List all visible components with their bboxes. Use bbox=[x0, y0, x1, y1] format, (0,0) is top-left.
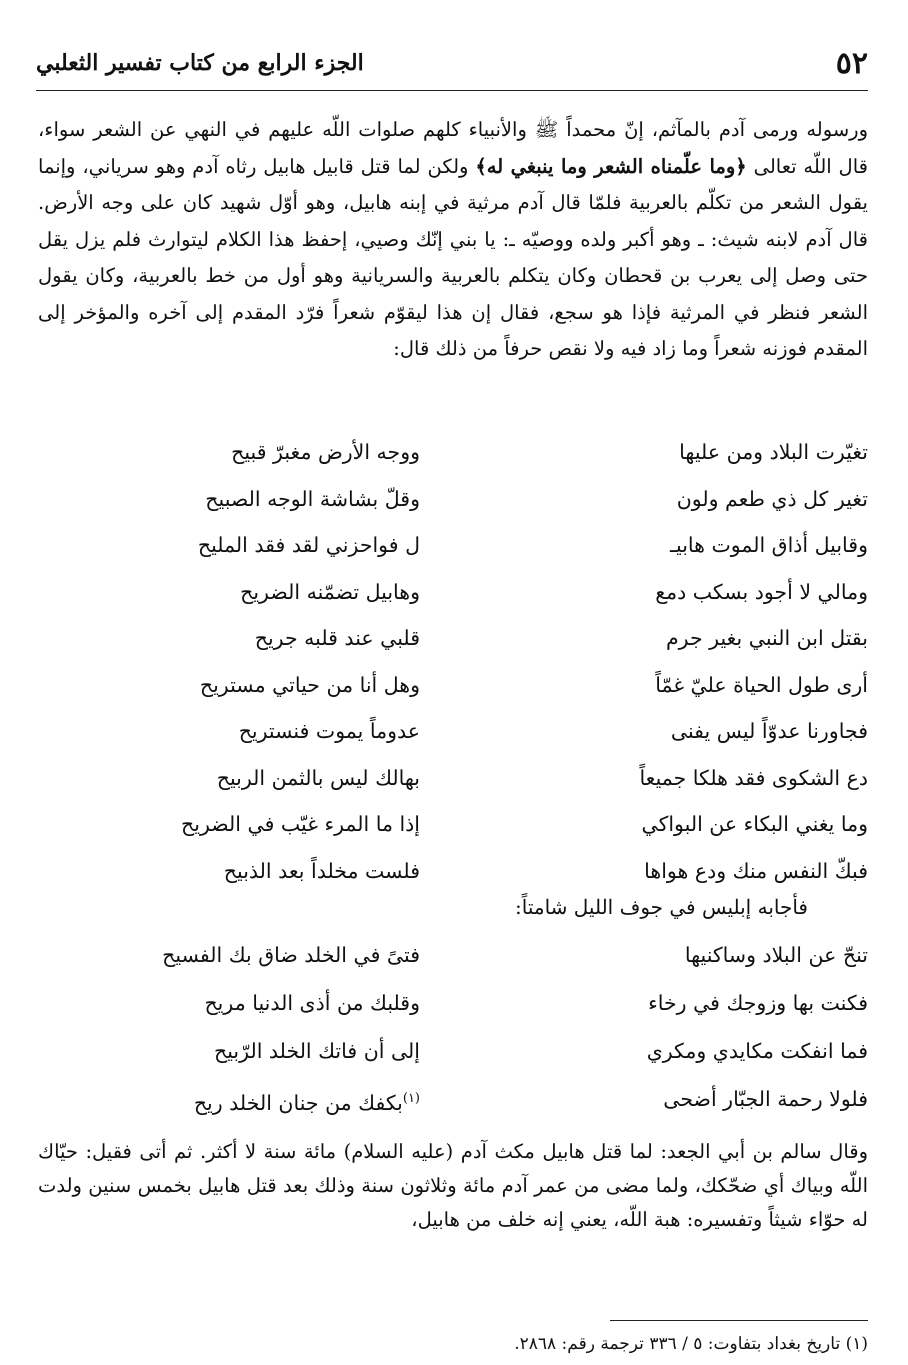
poem-verse bbox=[38, 988, 868, 1036]
second-hemistich: وهل أنا من حياتي مستريح bbox=[199, 672, 420, 697]
first-hemistich: بقتل ابن النبي بغير جرم bbox=[665, 626, 868, 650]
quran-quote: ﴿وما علّمناه الشعر وما ينبغي له﴾ bbox=[475, 154, 747, 178]
second-hemistich: إلى أن فاتك الخلد الرّبيح bbox=[214, 1039, 420, 1063]
second-hemistich: وقلّ بشاشة الوجه الصبيح bbox=[205, 486, 420, 511]
adam-elegy-poem bbox=[38, 437, 868, 902]
poem-verse bbox=[38, 577, 868, 624]
second-hemistich: قلبي عند قلبه جريح bbox=[254, 626, 420, 650]
running-title: الجزء الرابع من كتاب تفسير الثعلبي bbox=[36, 50, 364, 76]
second-hemistich: وقلبك من أذى الدنيا مريح bbox=[204, 991, 420, 1015]
poem-verse bbox=[38, 670, 868, 717]
first-hemistich: أرى طول الحياة عليّ غمّاً bbox=[655, 672, 868, 697]
second-hemistich: فتىً في الخلد ضاق بك الفسيح bbox=[162, 943, 420, 967]
intro-paragraph bbox=[38, 112, 868, 368]
poem-verse bbox=[38, 437, 868, 484]
page-number: ٥٢ bbox=[835, 46, 868, 81]
poem-verse bbox=[38, 1036, 868, 1084]
first-hemistich: تغيّرت البلاد ومن عليها bbox=[679, 440, 868, 464]
footnote-marker: (١) bbox=[402, 1091, 420, 1106]
second-hemistich: إذا ما المرء غيّب في الضريح bbox=[181, 812, 420, 836]
poem-verse bbox=[38, 716, 868, 763]
poem-verse bbox=[38, 484, 868, 531]
first-hemistich: فكنت بها وزوجك في رخاء bbox=[648, 991, 868, 1015]
iblis-reply-poem bbox=[38, 940, 868, 1132]
poem-verse bbox=[38, 1084, 868, 1132]
intro-text-end: ولكن لما قتل قابيل هابيل رثاه آدم وهو سرياني، وإنما يقول الشعر من تكلّم بالعربية فلمّا قال آدم مرثية في إبنه هابيل، وهو أوّل شهيد كان على وجه الأرض. قال آدم لابنه شيث: ـ وهو أكبر ولده ووصيّه ـ: يا بني إنّك وصيي، إحفظ هذا الكلام ليتوارث فلم يزل يقل حتى وصل إلى يعرب بن قحطان وكان يتكلم بالعربية والسريانية وهو أول من خط بالعربية، وكان يقول الشعر فنظر في المرثية فإذا هو سجع، فقال إن هذا ليقوّم شعراً فرّد المقدم إلى آخره والمؤخر إلى المقدم فوزنه شعراً وما زاد فيه ولا نقص حرفاً من ذلك قال: bbox=[38, 154, 868, 360]
first-hemistich: فجاورنا عدوّاً ليس يفنى bbox=[670, 719, 868, 743]
poem-verse bbox=[38, 940, 868, 988]
first-hemistich: تنحّ عن البلاد وساكنيها bbox=[684, 943, 868, 967]
intro-text-start: ورسوله ورمى آدم بالمآثم، إنّ محمداً ﷺ والأنبياء كلهم صلوات اللّه عليهم في النهي عن الشعر سواء، قال اللّه تعالى bbox=[38, 118, 868, 178]
first-hemistich: وقابيل أذاق الموت هابيـ bbox=[670, 533, 868, 557]
first-hemistich: وما يغني البكاء عن البواكي bbox=[641, 812, 868, 836]
second-hemistich: ووجه الأرض مغبرّ قبيح bbox=[231, 440, 420, 464]
first-hemistich: فبكّ النفس منك ودع هواها bbox=[644, 858, 868, 883]
second-hemistich: بهالك ليس بالثمن الربيح bbox=[216, 765, 420, 790]
hemistich-text: بكفك من جنان الخلد ريح bbox=[193, 1090, 403, 1115]
poem-verse bbox=[38, 623, 868, 670]
first-hemistich: فلولا رحمة الجبّار أضحى bbox=[663, 1087, 868, 1111]
second-hemistich: وهابيل تضمّنه الضريح bbox=[240, 579, 420, 604]
closing-paragraph: وقال سالم بن أبي الجعد: لما قتل هابيل مكث آدم (عليه السلام) مائة سنة لا أكثر. ثم أتى فقيل: حيّاك اللّه وبياك أي ضحّكك، ولما مضى من عمر آدم مائة وثلاثون سنة وذلك بعد قتل هابيل بخمس سنين ولدت له حوّاء شيثاً وتفسيره: هبة اللّه، يعني إنه خلف من هابيل، bbox=[38, 1140, 868, 1231]
poem-verse bbox=[38, 763, 868, 810]
first-hemistich: فما انفكت مكايدي ومكري bbox=[646, 1039, 868, 1063]
poem-verse bbox=[38, 530, 868, 577]
second-hemistich: عدوماً يموت فنستريح bbox=[238, 719, 420, 743]
bridge-line: فأجابه إبليس في جوف الليل شامتاً: bbox=[514, 895, 808, 919]
footnote-divider bbox=[610, 1320, 868, 1321]
second-hemistich bbox=[38, 1084, 420, 1118]
poem-verse bbox=[38, 809, 868, 856]
first-hemistich: تغير كل ذي طعم ولون bbox=[676, 486, 868, 511]
first-hemistich: ومالي لا أجود بسكب دمع bbox=[655, 579, 868, 604]
second-hemistich: فلست مخلداً بعد الذبيح bbox=[223, 858, 420, 883]
second-hemistich: ل فواحزني لقد فقد المليح bbox=[197, 533, 420, 557]
page-header bbox=[36, 44, 868, 91]
first-hemistich: دع الشكوى فقد هلكا جميعاً bbox=[639, 765, 868, 790]
footnote: (١) تاريخ بغداد بتفاوت: ٥ / ٣٣٦ ترجمة رقم: ٢٨٦٨. bbox=[514, 1334, 868, 1354]
